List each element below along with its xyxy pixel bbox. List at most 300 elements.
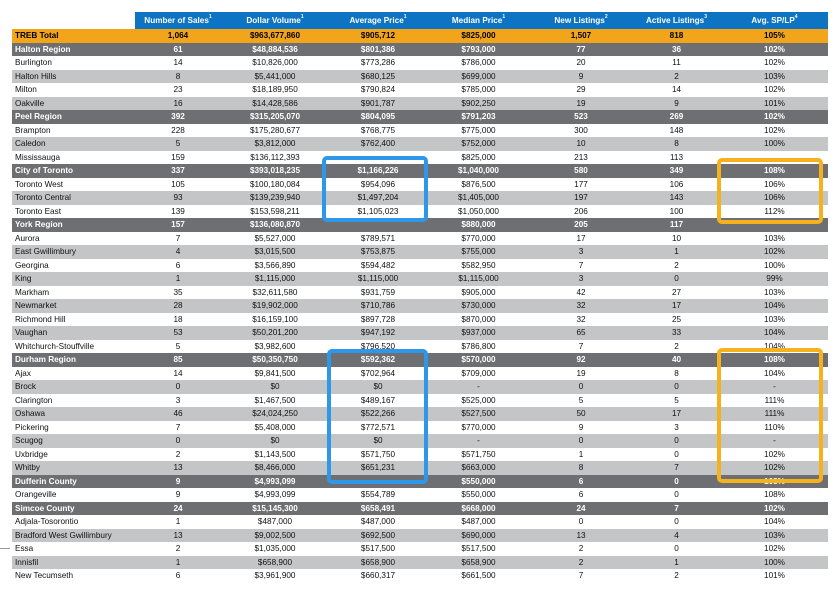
- table-row: [12, 529, 828, 543]
- table-cell: 108%: [764, 476, 785, 486]
- table-cell: 104%: [764, 341, 785, 351]
- row-label: Whitchurch-Stouffville: [15, 341, 95, 351]
- table-cell: $136,080,870: [249, 220, 301, 229]
- table-cell: 100: [669, 206, 684, 216]
- row-label: King: [15, 274, 32, 283]
- table-cell: 102%: [764, 125, 785, 135]
- table-cell: $897,728: [360, 314, 396, 324]
- table-cell: 5: [175, 341, 181, 351]
- table-cell: $702,964: [360, 368, 396, 378]
- row-label: York Region: [15, 220, 63, 229]
- table-cell: $791,203: [461, 112, 496, 121]
- table-cell: 111%: [764, 395, 785, 405]
- table-cell: $789,571: [360, 233, 396, 243]
- table-row: [12, 569, 828, 583]
- table-cell: $487,000: [257, 517, 293, 526]
- table-cell: $1,040,000: [458, 166, 499, 175]
- table-cell: 65: [576, 328, 586, 337]
- table-cell: 392: [171, 112, 185, 121]
- table-cell: $804,095: [360, 112, 396, 121]
- table-cell: 108%: [764, 166, 785, 175]
- table-cell: $19,902,000: [252, 301, 298, 310]
- table-cell: 7: [175, 422, 181, 432]
- table-cell: $136,112,393: [250, 152, 300, 162]
- table-cell: $100,180,084: [249, 179, 301, 189]
- table-row: [12, 83, 828, 97]
- table-row: [12, 97, 828, 111]
- row-label: Georgina: [15, 260, 49, 270]
- row-label: Peel Region: [15, 112, 62, 121]
- table-cell: 2: [674, 571, 679, 580]
- row-label: Toronto West: [15, 179, 64, 189]
- table-cell: $786,000: [461, 58, 496, 67]
- table-row: [12, 313, 828, 327]
- table-cell: $4,993,099: [254, 476, 296, 486]
- table-cell: $1,467,500: [254, 395, 296, 405]
- table-cell: 102%: [764, 503, 785, 513]
- table-cell: 1: [175, 274, 181, 283]
- table-cell: $0: [373, 382, 383, 391]
- table-cell: 9: [674, 98, 679, 108]
- table-cell: $525,000: [461, 395, 496, 405]
- row-label: Adjala-Tosorontio: [15, 517, 79, 526]
- row-label: Dufferin County: [15, 476, 77, 486]
- table-cell: $661,500: [461, 571, 496, 580]
- table-cell: $582,950: [461, 260, 496, 270]
- table-cell: 27: [671, 287, 682, 297]
- table-cell: 112%: [764, 206, 785, 216]
- table-cell: $947,192: [360, 328, 396, 337]
- total-row: [12, 29, 828, 43]
- table-cell: $5,408,000: [254, 422, 296, 432]
- table-cell: $793,000: [461, 44, 496, 54]
- header-average-price: Average Price$^1$: [349, 14, 407, 25]
- table-cell: 92: [576, 355, 586, 364]
- table-cell: 61: [173, 44, 183, 54]
- table-cell: $753,875: [360, 247, 396, 256]
- header-new-listings: New Listings$^2$: [554, 14, 608, 25]
- row-label: Burlington: [15, 58, 52, 67]
- table-cell: 24: [173, 503, 183, 513]
- table-cell: $592,362: [360, 355, 396, 364]
- table-cell: 102%: [764, 58, 785, 67]
- table-cell: 106: [669, 179, 684, 189]
- row-label: Halton Region: [15, 44, 71, 54]
- table-cell: $1,115,000: [254, 274, 296, 283]
- table-cell: $931,759: [360, 287, 396, 297]
- table-cell: 0: [674, 490, 679, 499]
- table-cell: $785,000: [461, 85, 496, 94]
- row-label: Innisfil: [15, 557, 39, 567]
- header-dollar-volume: Dollar Volume$^1$: [246, 14, 304, 25]
- table-cell: $175,280,677: [249, 125, 301, 135]
- table-row: [12, 326, 828, 340]
- table-cell: 32: [576, 314, 586, 324]
- table-cell: 40: [671, 355, 682, 364]
- table-cell: 13: [173, 530, 183, 540]
- table-cell: $775,000: [461, 125, 496, 135]
- table-cell: 4: [175, 247, 181, 256]
- table-cell: 108%: [764, 490, 785, 499]
- table-cell: $24,024,250: [252, 409, 298, 418]
- table-cell: $527,500: [461, 409, 496, 418]
- header-number-of-sales: Number of Sales$^1$: [144, 14, 212, 25]
- table-cell: 7: [674, 463, 679, 472]
- table-cell: 8: [674, 368, 679, 378]
- table-cell: 2: [175, 449, 181, 459]
- table-cell: $658,491: [360, 503, 396, 513]
- table-cell: $768,775: [360, 125, 396, 135]
- header-avg-sp-lp: Avg. $SP/LP^4$: [751, 14, 798, 25]
- table-cell: $755,000: [461, 247, 496, 256]
- table-cell: $825,000: [461, 152, 496, 162]
- table-cell: 101%: [764, 98, 785, 108]
- table-cell: $880,000: [461, 220, 496, 229]
- table-cell: $752,000: [461, 139, 496, 148]
- table-cell: 139: [171, 206, 185, 216]
- table-cell: $658,900: [360, 557, 396, 567]
- table-cell: $1,405,000: [458, 193, 499, 202]
- table-cell: 1: [175, 517, 181, 526]
- table-cell: 100%: [764, 557, 785, 567]
- table-cell: 6: [578, 476, 584, 486]
- table-cell: 7: [578, 571, 584, 580]
- table-row: [12, 56, 828, 70]
- table-cell: 102%: [764, 463, 785, 472]
- table-cell: 117: [669, 220, 684, 229]
- table-cell: $9,841,500: [254, 368, 296, 378]
- table-row: [12, 556, 828, 570]
- row-label: Essa: [15, 544, 34, 553]
- table-cell: $50,201,200: [252, 328, 298, 337]
- table-cell: 106%: [764, 179, 785, 189]
- table-cell: 93: [173, 193, 183, 202]
- table-cell: $10,826,000: [252, 58, 298, 67]
- table-cell: 3: [175, 395, 181, 405]
- row-label: Markham: [15, 287, 50, 297]
- table-cell: $651,231: [360, 463, 396, 472]
- table-cell: 0: [674, 436, 679, 445]
- table-cell: $550,000: [461, 490, 496, 499]
- table-row: [12, 542, 828, 556]
- table-cell: 102%: [764, 44, 785, 54]
- table-cell: 17: [671, 301, 682, 310]
- table-cell: $762,400: [360, 139, 396, 148]
- highlight-box-durham-average: [327, 349, 428, 484]
- row-label: Bradford West Gwillimbury: [15, 530, 112, 540]
- table-cell: 99%: [766, 274, 783, 283]
- table-cell: 105%: [764, 31, 785, 40]
- table-cell: 2: [578, 557, 584, 567]
- table-cell: $3,982,600: [254, 341, 296, 351]
- table-cell: $663,000: [461, 463, 496, 472]
- table-cell: 103%: [764, 233, 785, 243]
- table-cell: 2: [674, 71, 679, 81]
- table-cell: 35: [173, 287, 183, 297]
- table-cell: 1: [578, 449, 584, 459]
- row-label: Halton Hills: [15, 71, 57, 81]
- table-cell: 32: [576, 301, 586, 310]
- table-cell: $876,500: [461, 179, 496, 189]
- row-label: Oakville: [15, 98, 45, 108]
- row-label: Toronto Central: [15, 193, 71, 202]
- table-cell: $3,812,000: [254, 139, 296, 148]
- table-cell: $14,428,586: [252, 98, 298, 108]
- table-cell: $571,750: [461, 449, 496, 459]
- table-cell: $902,250: [461, 98, 496, 108]
- row-label: Orangeville: [15, 490, 57, 499]
- table-cell: $5,441,000: [254, 71, 296, 81]
- table-cell: 0: [578, 436, 584, 445]
- table-cell: 7: [674, 503, 679, 513]
- table-cell: 85: [173, 355, 183, 364]
- table-cell: $1,143,500: [254, 449, 296, 459]
- table-cell: $487,000: [360, 517, 396, 526]
- table-cell: 9: [578, 71, 584, 81]
- table-cell: 2: [674, 341, 679, 351]
- highlight-box-toronto-splp: [717, 158, 823, 224]
- highlight-box-durham-splp: [717, 348, 823, 483]
- table-cell: $905,000: [461, 287, 496, 297]
- row-label: Clarington: [15, 395, 53, 405]
- table-cell: $571,750: [360, 449, 396, 459]
- table-cell: 14: [173, 368, 183, 378]
- table-cell: $710,786: [360, 301, 396, 310]
- table-cell: 16: [173, 98, 183, 108]
- table-row: [12, 299, 828, 313]
- table-cell: 102%: [764, 247, 785, 256]
- row-label: Toronto East: [15, 206, 61, 216]
- table-cell: 104%: [764, 368, 785, 378]
- table-cell: 0: [674, 476, 679, 486]
- table-cell: 103%: [764, 314, 785, 324]
- table-cell: $489,167: [360, 395, 396, 405]
- table-cell: 3: [674, 422, 679, 432]
- region-row: [12, 43, 828, 57]
- table-cell: 100%: [764, 260, 785, 270]
- table-cell: 1,064: [167, 31, 189, 40]
- table-cell: $825,000: [461, 31, 496, 40]
- table-cell: $660,317: [360, 571, 396, 580]
- table-cell: 143: [669, 193, 684, 202]
- row-label: TREB Total: [15, 31, 59, 40]
- table-cell: $522,266: [360, 409, 396, 418]
- table-cell: 0: [674, 449, 679, 459]
- table-cell: 4: [674, 530, 679, 540]
- table-cell: 7: [578, 341, 584, 351]
- table-cell: 23: [173, 85, 183, 94]
- table-cell: $3,566,890: [254, 260, 296, 270]
- table-cell: 8: [674, 139, 679, 148]
- table-cell: 102%: [764, 112, 785, 121]
- table-cell: -: [773, 382, 776, 391]
- row-label: Oshawa: [15, 409, 46, 418]
- table-cell: 105: [171, 179, 185, 189]
- table-cell: 6: [175, 260, 181, 270]
- table-cell: $1,035,000: [254, 544, 296, 553]
- row-label: Whitby: [15, 463, 41, 472]
- table-cell: 300: [574, 125, 588, 135]
- row-label: Scugog: [15, 436, 43, 445]
- table-cell: $570,000: [461, 355, 496, 364]
- table-cell: 0: [175, 436, 181, 445]
- table-cell: 17: [576, 233, 586, 243]
- table-cell: 213: [574, 152, 588, 162]
- table-cell: $32,611,580: [252, 287, 298, 297]
- table-cell: $770,000: [461, 422, 496, 432]
- table-cell: $517,500: [360, 544, 396, 553]
- sales-table: [12, 12, 828, 583]
- table-cell: 108%: [764, 355, 785, 364]
- table-cell: $1,105,023: [357, 206, 399, 216]
- table-cell: 159: [171, 152, 185, 162]
- table-cell: $699,000: [461, 71, 496, 81]
- table-cell: 6: [175, 571, 181, 580]
- table-cell: $0: [270, 382, 280, 391]
- table-cell: $517,500: [461, 544, 496, 553]
- table-body: [12, 29, 828, 583]
- table-cell: 206: [574, 206, 588, 216]
- table-cell: 102%: [764, 85, 785, 94]
- table-cell: $692,500: [360, 530, 396, 540]
- table-cell: 42: [576, 287, 586, 297]
- table-cell: $1,115,000: [458, 274, 499, 283]
- table-row: [12, 70, 828, 84]
- table-cell: 28: [173, 301, 183, 310]
- table-cell: 103%: [764, 287, 785, 297]
- table-cell: 111%: [764, 409, 785, 418]
- table-cell: 5: [578, 395, 584, 405]
- table-cell: 104%: [764, 517, 785, 526]
- table-cell: 24: [576, 503, 586, 513]
- table-cell: 9: [578, 422, 584, 432]
- table-cell: -: [477, 436, 480, 445]
- table-cell: 9: [175, 490, 181, 499]
- table-cell: 0: [674, 274, 679, 283]
- table-cell: 0: [175, 382, 181, 391]
- table-cell: 177: [574, 179, 588, 189]
- table-cell: $487,000: [461, 517, 496, 526]
- table-cell: 10: [671, 233, 682, 243]
- table-cell: 0: [674, 382, 679, 391]
- table-cell: 7: [578, 260, 584, 270]
- table-cell: 25: [671, 314, 682, 324]
- table-cell: 1,507: [570, 31, 592, 40]
- table-cell: 148: [669, 125, 684, 135]
- page-edge-mark: [0, 548, 10, 549]
- table-cell: $48,884,536: [252, 44, 298, 54]
- table-cell: 818: [669, 31, 684, 40]
- table-cell: $0: [270, 436, 280, 445]
- table-cell: 102%: [764, 544, 785, 553]
- table-row: [12, 488, 828, 502]
- table-cell: 1: [175, 557, 181, 567]
- table-cell: $550,000: [461, 476, 496, 486]
- table-cell: -: [773, 436, 776, 445]
- table-cell: $658,900: [257, 557, 293, 567]
- table-cell: $963,677,860: [249, 31, 301, 40]
- table-cell: -: [477, 382, 480, 391]
- table-cell: 110%: [764, 422, 785, 432]
- table-cell: $594,482: [360, 260, 396, 270]
- table-cell: $3,961,900: [254, 571, 296, 580]
- table-cell: $796,520: [360, 341, 396, 351]
- table-cell: $954,096: [360, 179, 396, 189]
- table-cell: 50: [576, 409, 586, 418]
- table-cell: $3,015,500: [254, 247, 296, 256]
- table-cell: 113: [669, 152, 684, 162]
- table-row: [12, 232, 828, 246]
- row-label: East Gwillimbury: [15, 247, 76, 256]
- table-cell: 33: [671, 328, 682, 337]
- row-label: Ajax: [15, 368, 31, 378]
- table-cell: 10: [576, 139, 586, 148]
- table-cell: $50,350,750: [252, 355, 298, 364]
- table-cell: 11: [672, 58, 681, 67]
- table-cell: $901,787: [360, 98, 396, 108]
- row-label: Richmond Hill: [15, 314, 66, 324]
- table-cell: $870,000: [461, 314, 496, 324]
- table-cell: 2: [175, 544, 181, 553]
- table-cell: 17: [671, 409, 682, 418]
- table-cell: 3: [578, 274, 584, 283]
- table-row: [12, 515, 828, 529]
- table-cell: $1,166,226: [357, 166, 399, 175]
- table-cell: 0: [578, 382, 584, 391]
- table-cell: $315,205,070: [249, 112, 301, 121]
- table-cell: 157: [171, 220, 185, 229]
- table-cell: $15,145,300: [252, 503, 298, 513]
- row-label: New Tecumseth: [15, 571, 74, 580]
- table-cell: 100%: [764, 139, 785, 148]
- row-label: Mississauga: [15, 152, 61, 162]
- table-cell: $786,800: [461, 341, 496, 351]
- table-cell: 19: [576, 98, 586, 108]
- table-cell: 29: [576, 85, 586, 94]
- table-cell: 53: [173, 328, 183, 337]
- row-label: Newmarket: [15, 301, 57, 310]
- table-cell: 13: [576, 530, 586, 540]
- table-cell: 2: [674, 260, 679, 270]
- row-label: Durham Region: [15, 355, 76, 364]
- table-cell: 2: [578, 544, 584, 553]
- table-cell: 1: [674, 247, 679, 256]
- table-row: [12, 286, 828, 300]
- table-cell: $773,286: [360, 58, 396, 67]
- table-cell: $16,159,100: [252, 314, 298, 324]
- table-cell: $801,386: [360, 44, 396, 54]
- table-cell: 0: [674, 544, 679, 553]
- table-row: [12, 137, 828, 151]
- table-cell: 0: [674, 517, 679, 526]
- table-cell: $4,993,099: [254, 490, 296, 499]
- table-cell: 5: [674, 395, 679, 405]
- table-cell: 349: [669, 166, 684, 175]
- row-label: Aurora: [15, 233, 40, 243]
- table-cell: $770,000: [461, 233, 496, 243]
- table-cell: 6: [578, 490, 584, 499]
- table-cell: $554,789: [360, 490, 396, 499]
- table-cell: 1: [674, 557, 679, 567]
- table-cell: $9,002,500: [254, 530, 296, 540]
- row-label: Brock: [15, 382, 36, 391]
- table-cell: 36: [671, 44, 682, 54]
- table-cell: 14: [671, 85, 682, 94]
- table-cell: 13: [173, 463, 183, 472]
- table-cell: $18,189,950: [252, 85, 298, 94]
- table-cell: 7: [175, 233, 181, 243]
- table-cell: $1,497,204: [357, 193, 399, 202]
